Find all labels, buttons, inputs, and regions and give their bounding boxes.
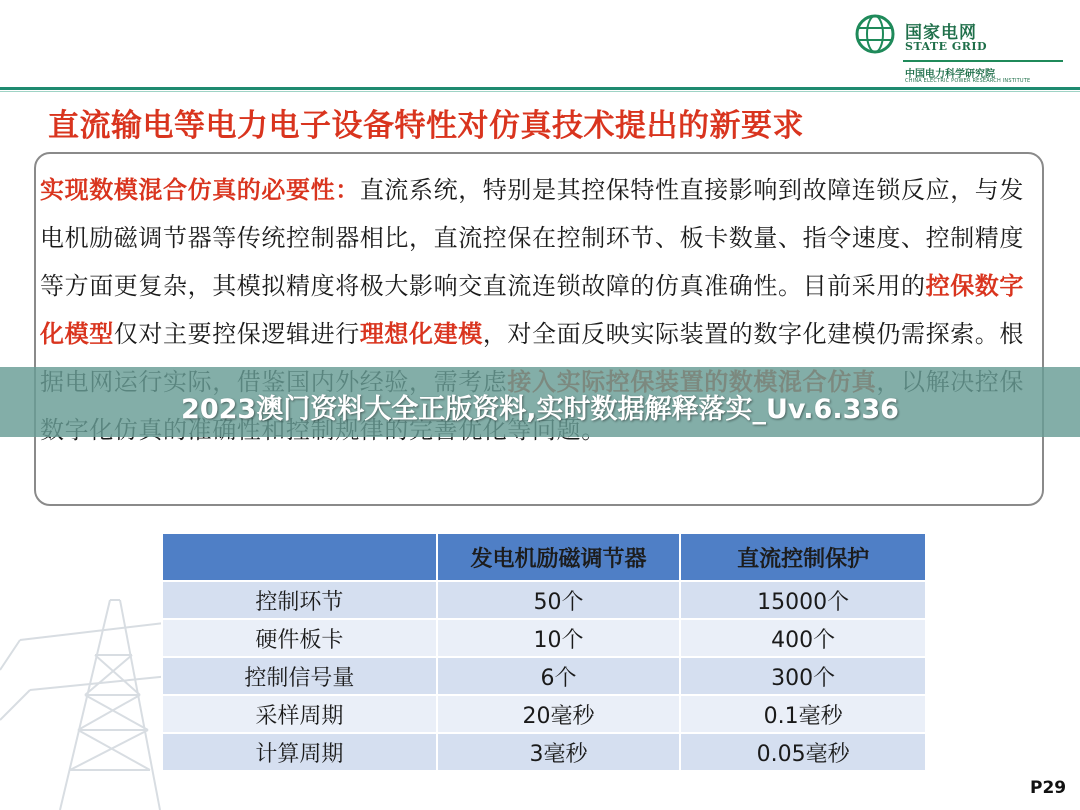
- table-row: [162, 695, 926, 733]
- comparison-table: [161, 532, 927, 772]
- table-cell: 计算周期: [162, 733, 437, 771]
- logo-divider: [903, 60, 1063, 62]
- table-header-cell: 直流控制保护: [680, 533, 926, 581]
- paragraph-lead: 实现数模混合仿真的必要性：: [40, 176, 360, 204]
- paragraph-part3: ，对全面反映实际装置的数字化建模仍需探索。根: [482, 320, 1025, 348]
- logo-institute-en: CHINA ELECTRIC POWER RESEARCH INSTITUTE: [905, 78, 1031, 84]
- table-cell: 400个: [680, 619, 926, 657]
- table-cell: 10个: [437, 619, 680, 657]
- table-cell: 300个: [680, 657, 926, 695]
- table-cell: 0.05毫秒: [680, 733, 926, 771]
- logo-institute-cn: 中国电力科学研究院: [905, 69, 995, 80]
- slide-title: 直流输电等电力电子设备特性对仿真技术提出的新要求: [48, 108, 804, 144]
- header-rule-thin: [0, 91, 1080, 92]
- table-cell: 15000个: [680, 581, 926, 619]
- logo-en-name: STATE GRID: [905, 40, 988, 53]
- table-cell: 6个: [437, 657, 680, 695]
- overlay-banner-text: 2023澳门资料大全正版资料,实时数据解释落实_Uv.6.336: [181, 394, 899, 425]
- table-cell: 控制环节: [162, 581, 437, 619]
- table-cell: 50个: [437, 581, 680, 619]
- state-grid-logo: [855, 10, 1065, 84]
- highlight-digital-model: 控保数字化模型: [40, 272, 1025, 348]
- table-header-row: [162, 533, 926, 581]
- page-number: P29: [1030, 778, 1067, 798]
- table-cell: 3毫秒: [437, 733, 680, 771]
- table-cell: 0.1毫秒: [680, 695, 926, 733]
- table-cell: 控制信号量: [162, 657, 437, 695]
- state-grid-globe-icon: [855, 14, 895, 54]
- table-header-cell: [162, 533, 437, 581]
- table-header-cell: 发电机励磁调节器: [437, 533, 680, 581]
- paragraph-part2: 仅对主要控保逻辑进行: [113, 320, 360, 348]
- table-row: [162, 733, 926, 771]
- table-cell: 采样周期: [162, 695, 437, 733]
- paragraph-part1: 直流系统，特别是其控保特性直接影响到故障连锁反应，与发电机励磁调节器等传统控制器相比，直流控保在控制环节、板卡数量、指令速度、控制精度等方面更复杂，其模拟精度将极大影响交直流连锁故障的仿真准确性。目前采用的: [40, 176, 1025, 300]
- highlight-ideal-model: 理想化建模: [359, 320, 483, 348]
- header-rule: [0, 87, 1080, 90]
- table-row: [162, 581, 926, 619]
- logo-cn-name: 国家电网: [905, 23, 977, 43]
- table-row: [162, 619, 926, 657]
- table-cell: 硬件板卡: [162, 619, 437, 657]
- table-cell: 20毫秒: [437, 695, 680, 733]
- table-row: [162, 657, 926, 695]
